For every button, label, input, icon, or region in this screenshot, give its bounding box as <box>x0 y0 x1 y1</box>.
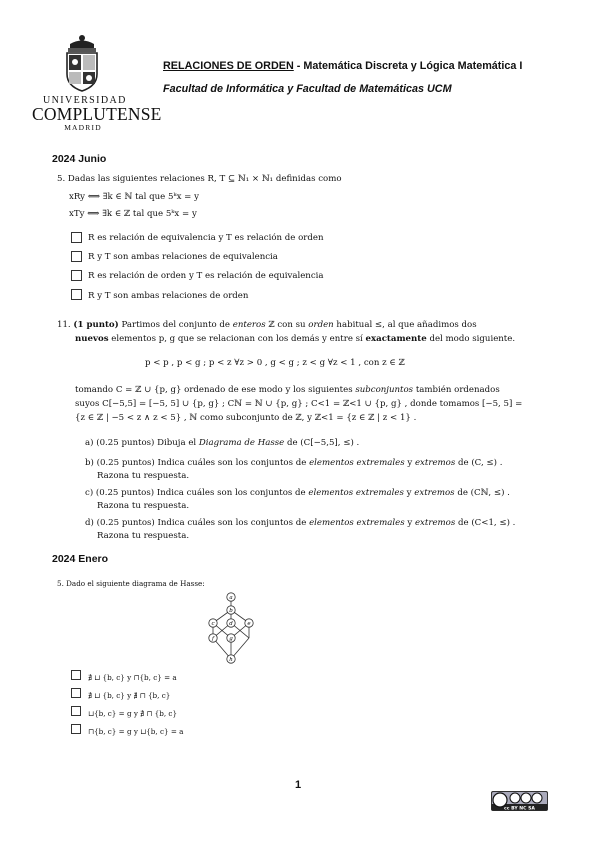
q5-option-3-label: R es relación de orden y T es relación de equivalencia <box>88 271 324 281</box>
part-text-end: de (C<1, ≤) . <box>455 518 516 528</box>
q11-term-enteros: enteros <box>232 320 266 330</box>
logo-madrid-text: MADRID <box>64 123 102 132</box>
section-heading-junio: 2024 Junio <box>52 153 107 165</box>
q11-term-exactamente: exactamente <box>365 334 427 344</box>
q11-line-6: {z ∈ ℤ | −5 < z ∧ z < 5} , ℕ como subconjunto de ℤ, y ℤ<1 = {z ∈ ℤ | z < 1} . <box>75 413 417 423</box>
part-term: extremos <box>414 518 456 528</box>
q5-option-3-checkbox[interactable] <box>71 270 82 281</box>
q5-option-1-label: R es relación de equivalencia y T es relación de orden <box>88 233 324 243</box>
q11-text-4c: también ordenados <box>413 385 500 395</box>
q5b-option-1-label: ∄ ⊔ {b, c} y ⊓{b, c} = a <box>88 673 177 682</box>
part-term: Diagrama de Hasse <box>198 438 285 448</box>
logo-complutense-text: COMPLUTENSE <box>32 104 162 124</box>
q11-line-2 <box>75 333 515 345</box>
q5-intro: 5. Dadas las siguientes relaciones R, T ⊆ ℕ₁ × ℕ₁ definidas como <box>57 174 342 184</box>
q11-part-b <box>85 457 502 469</box>
part-text: (0.25 puntos) Dibuja el <box>96 438 199 448</box>
q11-number: 11. <box>57 320 71 330</box>
cc-license-icon <box>491 791 548 811</box>
q5-option-4-checkbox[interactable] <box>71 289 82 300</box>
university-seal-icon <box>62 34 102 92</box>
part-text: (0.25 puntos) Indica cuáles son los conjuntos de <box>95 488 309 498</box>
hasse-node-label: g <box>229 636 233 642</box>
q11-term-subconjuntos: subconjuntos <box>355 385 414 395</box>
q11-part-d-reason: Razona tu respuesta. <box>97 531 190 541</box>
q11-text-a: Partimos del conjunto de <box>118 320 233 330</box>
hasse-node-label: a <box>229 595 233 601</box>
part-label: d) <box>85 518 94 528</box>
part-text: y <box>404 518 415 528</box>
page-subtitle: Facultad de Informática y Facultad de Matemáticas UCM <box>163 83 452 95</box>
hasse-node-label: d <box>229 621 233 627</box>
q11-text-4a: tomando C = ℤ ∪ {p, g} ordenado de ese modo y los siguientes <box>75 385 356 395</box>
q5-definition-t: xTy ⟺ ∃k ∈ ℤ tal que 5ᵏx = y <box>69 209 197 219</box>
q11-points: (1 punto) <box>73 320 119 330</box>
hasse-node-label: b <box>229 608 233 614</box>
q11-line-5: suyos C[−5,5] = [−5, 5] ∪ {p, g} ; Cℕ = ℕ ∪ {p, g} ; C<1 = ℤ<1 ∪ {p, g} , donde tomamos [−5, 5] = <box>75 399 523 409</box>
q5-definition-r: xRy ⟺ ∃k ∈ ℕ tal que 5ᵏx = y <box>69 192 199 202</box>
q5-option-1-checkbox[interactable] <box>71 232 82 243</box>
hasse-node-label: f <box>211 636 215 642</box>
q11-part-a <box>85 437 359 449</box>
part-term: extremos <box>414 488 455 498</box>
page-title <box>163 60 522 72</box>
part-term: extremos <box>414 458 456 468</box>
part-text: (0.25 puntos) Indica cuáles son los conjuntos de <box>96 458 310 468</box>
part-label: c) <box>85 488 94 498</box>
part-term: elementos extremales <box>308 488 404 498</box>
q11-text-2d: del modo siguiente. <box>426 334 516 344</box>
q5b-option-2-label: ∄ ⊔ {b, c} y ∄ ⊓ {b, c} <box>88 691 171 700</box>
hasse-node-label: h <box>229 657 233 663</box>
q11-term-nuevos: nuevos <box>75 334 109 344</box>
q5b-option-1-checkbox[interactable] <box>71 670 81 680</box>
q11-term-orden: orden <box>308 320 334 330</box>
logo-university-text: UNIVERSIDAD <box>43 95 127 106</box>
cc-license-label: cc BY NC SA <box>504 806 535 811</box>
hasse-node-label: c <box>211 621 215 627</box>
part-text: y <box>403 488 415 498</box>
title-topic: RELACIONES DE ORDEN <box>163 60 294 72</box>
q11-formula: p < p , p < g ; p < z ∀z > 0 , g < g ; z < g ∀z < 1 , con z ∈ ℤ <box>145 358 405 368</box>
q5b-option-4-label: ⊓{b, c} = g y ⊔{b, c} = a <box>88 727 184 736</box>
q5-option-2-checkbox[interactable] <box>71 251 82 262</box>
q11-line-1 <box>57 319 477 331</box>
page-number: 1 <box>295 779 302 791</box>
q11-text-e: habitual ≤, al que añadimos dos <box>333 320 477 330</box>
cc-license-badge[interactable] <box>491 791 548 811</box>
q11-text-c: ℤ con su <box>265 320 309 330</box>
part-text-end: de (C, ≤) . <box>455 458 503 468</box>
q5b-option-2-checkbox[interactable] <box>71 688 81 698</box>
q11-text-2b: elementos p, g que se relacionan con los demás y entre sí <box>108 334 366 344</box>
q5-option-4-label: R y T son ambas relaciones de orden <box>88 291 249 301</box>
q11-part-c <box>85 487 510 499</box>
part-term: elementos extremales <box>309 458 405 468</box>
part-label: b) <box>85 458 94 468</box>
title-course: - Matemática Discreta y Lógica Matemática I <box>293 60 523 72</box>
part-text-end: de (Cℕ, ≤) . <box>454 488 510 498</box>
part-term: elementos extremales <box>309 518 405 528</box>
q11-part-b-reason: Razona tu respuesta. <box>97 471 190 481</box>
hasse-diagram <box>200 588 264 668</box>
part-text-end: de (C[−5,5], ≤) . <box>284 438 360 448</box>
q5b-intro: 5. Dado el siguiente diagrama de Hasse: <box>57 579 205 588</box>
section-heading-enero: 2024 Enero <box>52 553 109 565</box>
q5b-option-3-label: ⊔{b, c} = g y ∄ ⊓ {b, c} <box>88 709 178 718</box>
q11-line-4 <box>75 384 500 396</box>
q5b-option-3-checkbox[interactable] <box>71 706 81 716</box>
part-text: y <box>404 458 415 468</box>
q5-option-2-label: R y T son ambas relaciones de equivalencia <box>88 252 278 262</box>
part-label: a) <box>85 438 94 448</box>
q11-part-d <box>85 517 515 529</box>
q5b-option-4-checkbox[interactable] <box>71 724 81 734</box>
q11-part-c-reason: Razona tu respuesta. <box>97 501 190 511</box>
part-text: (0.25 puntos) Indica cuáles son los conjuntos de <box>96 518 310 528</box>
hasse-node-label: e <box>247 621 251 627</box>
